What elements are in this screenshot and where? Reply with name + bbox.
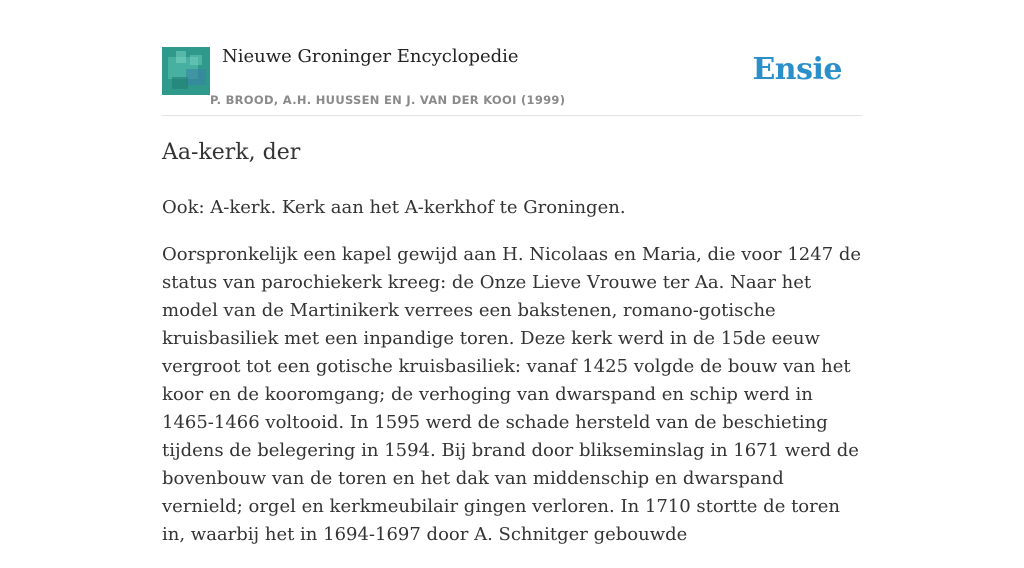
book-authors: P. BROOD, A.H. HUUSSEN EN J. VAN DER KOOI (1999) [210,93,566,107]
entry-paragraph-2: Oorspronkelijk een kapel gewijd aan H. Nicolaas en Maria, die voor 1247 de status van parochiekerk kreeg: de Onze Lieve Vrouwe ter Aa. Naar het model van de Martinikerk verrees een bakstenen, romano-gotische kruisbasiliek met een inpandige toren. Deze kerk werd in de 15de eeuw vergroot tot een gotische kruisbasiliek: vanaf 1425 volgde de bouw van het koor en de kooromgang; de verhoging van dwarspand en schip werd in 1465-1466 voltooid. In 1595 werd de schade hersteld van de beschieting tijdens de belegering in 1594. Bij brand door blikseminslag in 1671 werd de bovenbouw van de toren en het dak van middenschip en dwarspand vernield; orgel en kerkmeubilair gingen verloren. In 1710 stortte de toren in, waarbij het in 1694-1697 door A. Schnitger gebouwde [162,244,862,545]
ensie-logo[interactable]: Ensie [752,52,842,87]
entry-body [162,194,862,568]
entry-paragraph-1: Ook: A-kerk. Kerk aan het A-kerkhof te Groningen. [162,197,626,218]
book-title[interactable]: Nieuwe Groninger Encyclopedie [222,46,519,67]
entry-lemma: Aa-kerk, der [162,140,301,165]
header-divider [162,115,862,116]
book-cover-graphic [162,47,210,95]
book-header [162,46,862,116]
book-cover-icon[interactable] [162,47,210,95]
